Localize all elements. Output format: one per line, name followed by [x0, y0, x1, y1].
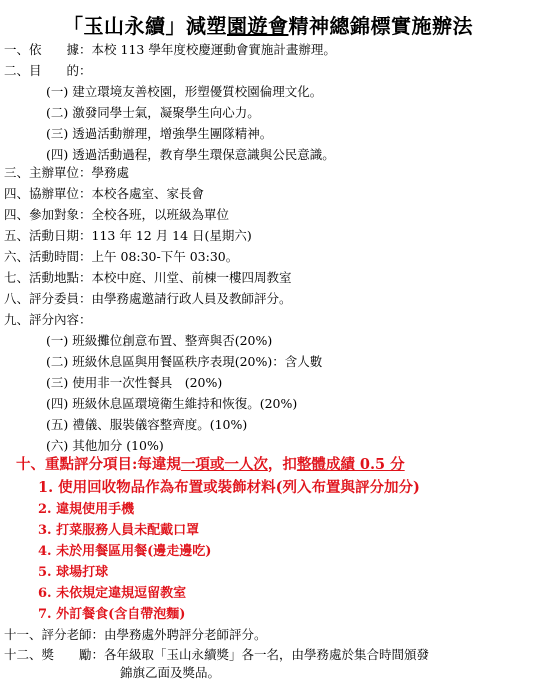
- key-item-2: 2. 違規使用手機: [38, 502, 135, 517]
- key-item-6: 6. 未依規定違規逗留教室: [38, 586, 187, 601]
- purpose-2: (二) 激發同學士氣，凝聚學生向心力。: [46, 105, 260, 120]
- item-criteria: 九、評分內容：: [4, 312, 92, 327]
- purpose-1: (一) 建立環境友善校園，形塑優質校園倫理文化。: [46, 84, 323, 99]
- purpose-4: (四) 透過活動過程，教育學生環保意識與公民意識。: [46, 147, 335, 162]
- criteria-1: (一) 班級攤位創意布置、整齊與否(20%): [46, 333, 273, 348]
- key-item-3: 3. 打菜服務人員未配戴口罩: [38, 523, 200, 538]
- purpose-3: (三) 透過活動辦理，增強學生團隊精神。: [46, 126, 273, 141]
- criteria-5: (五) 禮儀、服裝儀容整齊度。(10%): [46, 417, 248, 432]
- item-time: 六、活動時間：上午 08:30-下午 03:30。: [4, 249, 239, 264]
- criteria-4: (四) 班級休息區環境衛生維持和恢復。(20%): [46, 396, 298, 411]
- page-title: 「玉山永續」減塑園遊會精神總錦標實施辦法: [63, 14, 473, 38]
- key-item-7: 7. 外訂餐食(含自帶泡麵): [38, 607, 186, 622]
- key-item-1: 1. 使用回收物品作為布置或裝飾材料(列入布置與評分加分): [38, 479, 420, 496]
- item-judges: 八、評分委員：由學務處邀請行政人員及教師評分。: [4, 291, 292, 306]
- key-items-header: 十、重點評分項目:每違規一項或一人次，扣整體成績 0.5 分: [16, 456, 405, 473]
- item-date: 五、活動日期：113 年 12 月 14 日(星期六): [4, 228, 252, 243]
- item-basis: 一、依 據：本校 113 學年度校慶運動會實施計畫辦理。: [4, 42, 336, 57]
- item-participants: 四、參加對象：全校各班，以班級為單位: [4, 207, 230, 222]
- item-organizer: 三、主辦單位：學務處: [4, 165, 130, 180]
- key-item-5: 5. 球場打球: [38, 565, 109, 580]
- item-location: 七、活動地點：本校中庭、川堂、前棟一樓四周教室: [4, 270, 292, 285]
- item-purpose: 二、目 的：: [4, 63, 92, 78]
- criteria-6: (六) 其他加分 (10%): [46, 438, 164, 453]
- key-item-4: 4. 未於用餐區用餐(邊走邊吃): [38, 544, 212, 559]
- item-awards-cont: 錦旗乙面及獎品。: [120, 665, 221, 680]
- item-teachers: 十一、評分老師：由學務處外聘評分老師評分。: [4, 627, 267, 642]
- item-awards: 十二、獎 勵：各年級取「玉山永續獎」各一名，由學務處於集合時間頒發: [4, 647, 430, 662]
- item-co-organizer: 四、協辦單位：本校各處室、家長會: [4, 186, 205, 201]
- criteria-3: (三) 使用非一次性餐具 (20%): [46, 375, 223, 390]
- criteria-2: (二) 班級休息區與用餐區秩序表現(20%)：含人數: [46, 354, 323, 369]
